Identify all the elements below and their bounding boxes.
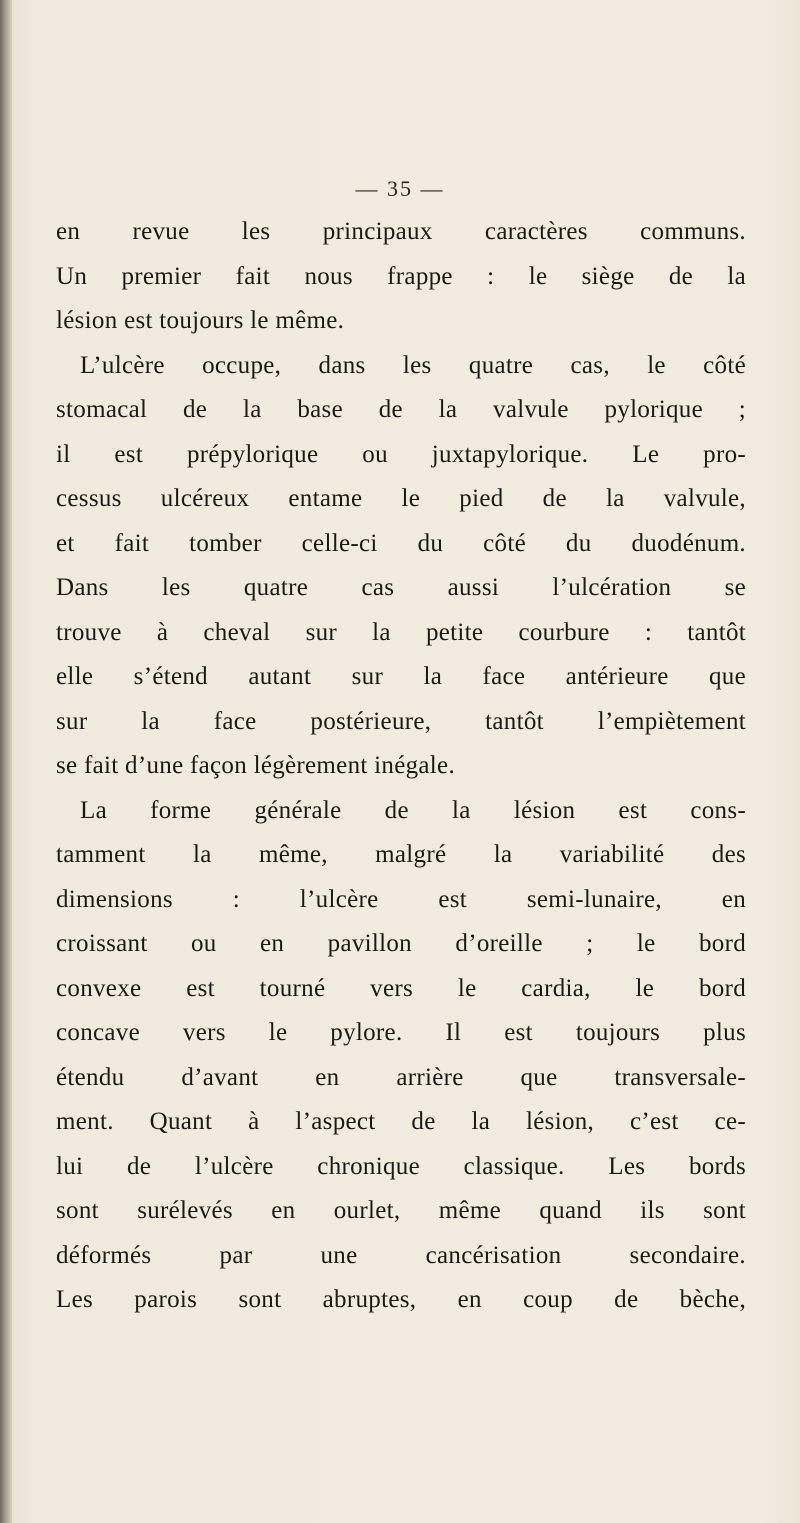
text-line: lui de l’ulcère chronique classique. Les bords xyxy=(56,1152,746,1180)
text-line: La forme générale de la lésion est cons- xyxy=(80,796,746,824)
text-line: dimensions : l’ulcère est semi-lunaire, en xyxy=(56,885,746,913)
text-line: Les parois sont abruptes, en coup de bèche, xyxy=(56,1286,746,1313)
page-binding-edge xyxy=(0,0,12,1523)
text-line: stomacal de la base de la valvule pylorique ; xyxy=(56,396,746,423)
text-line: convexe est tourné vers le cardia, le bord xyxy=(56,974,746,1002)
text-line: tamment la même, malgré la variabilité des xyxy=(56,841,746,868)
text-line: en revue les principaux caractères communs. xyxy=(56,218,746,245)
text-line: et fait tomber celle-ci du côté du duodénum. xyxy=(56,529,746,557)
text-line: L’ulcère occupe, dans les quatre cas, le côté xyxy=(80,351,746,379)
text-line: trouve à cheval sur la petite courbure : tantôt xyxy=(56,618,746,646)
body-text xyxy=(56,210,746,1323)
text-line: lésion est toujours le même. xyxy=(56,307,345,334)
text-line: sur la face postérieure, tantôt l’empiètement xyxy=(56,707,746,735)
text-line: elle s’étend autant sur la face antérieure que xyxy=(56,663,746,690)
text-line: Un premier fait nous frappe : le siège de la xyxy=(56,262,746,290)
page-number: — 35 — xyxy=(355,176,445,201)
text-line: déformés par une cancérisation secondaire. xyxy=(56,1241,746,1269)
text-line: sont surélevés en ourlet, même quand ils sont xyxy=(56,1197,746,1224)
text-line: étendu d’avant en arrière que transversale- xyxy=(56,1063,746,1091)
text-line: il est prépylorique ou juxtapylorique. Le pro- xyxy=(56,440,746,468)
text-line: ment. Quant à l’aspect de la lésion, c’est ce- xyxy=(56,1108,746,1135)
text-line: se fait d’une façon légèrement inégale. xyxy=(56,752,456,779)
text-line: cessus ulcéreux entame le pied de la valvule, xyxy=(56,485,746,512)
text-line: Dans les quatre cas aussi l’ulcération se xyxy=(56,574,746,601)
text-line: concave vers le pylore. Il est toujours plus xyxy=(56,1019,746,1046)
text-line: croissant ou en pavillon d’oreille ; le bord xyxy=(56,930,746,957)
